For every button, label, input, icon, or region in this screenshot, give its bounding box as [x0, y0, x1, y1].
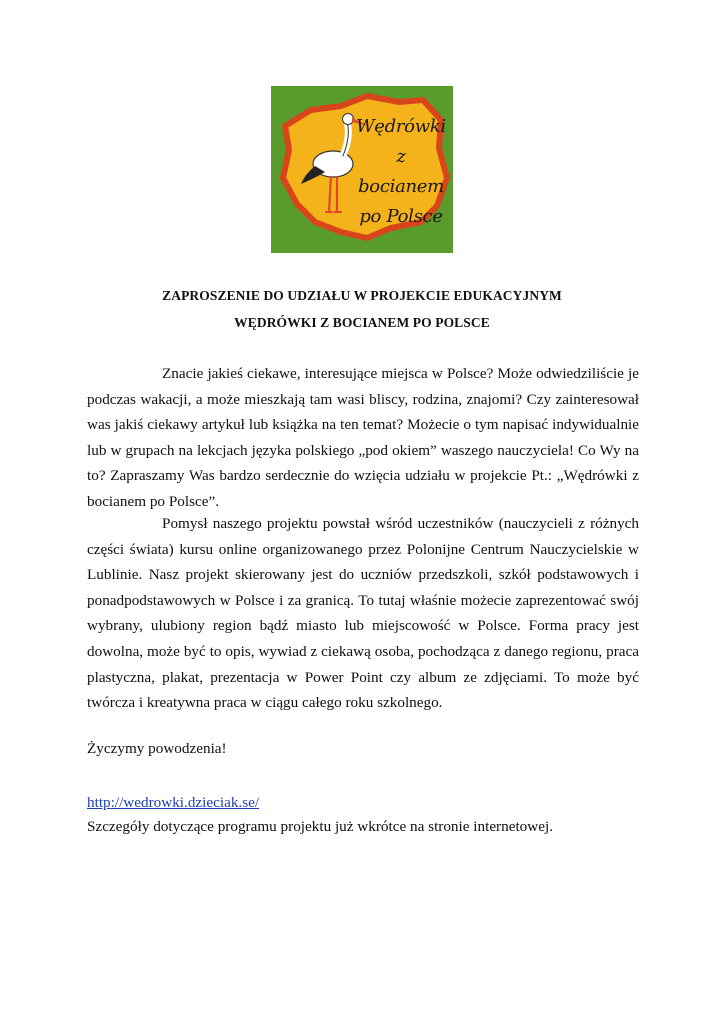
paragraph-invitation: Znacie jakieś ciekawe, interesujące miejsca w Polsce? Może odwiedziliście je podczas wakacji, a może mieszkają tam wasi bliscy, rodzina, znajomi? Czy zainteresował was jakiś ciekawy artykuł lub książka na ten temat? Możecie o tym napisać indywidualnie lub w grupach na lekcjach języka polskiego „pod okiem” waszego nauczyciela! Co Wy na to? Zapraszamy Was bardzo serdecznie do wzięcia udziału w projekcie Pt.: „Wędrówki z bocianem po Polsce”.: [87, 365, 639, 510]
logo-line-3: po Polsce: [359, 206, 443, 227]
good-luck-text: Życzymy powodzenia!: [87, 740, 227, 757]
title-line-2: WĘDRÓWKI Z BOCIANEM PO POLSCE: [234, 315, 490, 330]
project-website-link[interactable]: http://wedrowki.dzieciak.se/: [87, 794, 260, 811]
logo-text: [351, 112, 451, 232]
logo-line-2: z bocianem: [358, 146, 444, 197]
logo-line-1: Wędrówki: [356, 116, 446, 137]
project-logo: [271, 86, 453, 253]
title-line-1: ZAPROSZENIE DO UDZIAŁU W PROJEKCIE EDUKACYJNYM: [162, 288, 562, 303]
paragraph-project-idea: Pomysł naszego projektu powstał wśród uczestników (nauczycieli z różnych części świata) kursu online organizowanego przez Polonijne Centrum Nauczycielskie w Lublinie. Nasz projekt skierowany jest do uczniów przedszkoli, szkół podstawowych i ponadpodstawowych w Polsce i za granicą. To tutaj właśnie możecie zaprezentować swój wybrany, ulubiony region bądź miasto lub miejscowość w Polsce. Forma pracy jest dowolna, może być to opis, wywiad z ciekawą osoba, pochodząca z danego regionu, praca plastyczna, plakat, prezentacja w Power Point czy album ze zdjęciami. To może być twórcza i kreatywna praca w ciągu całego roku szkolnego.: [87, 515, 639, 712]
details-note: Szczegóły dotyczące programu projektu już wkrótce na stronie internetowej.: [87, 818, 553, 835]
